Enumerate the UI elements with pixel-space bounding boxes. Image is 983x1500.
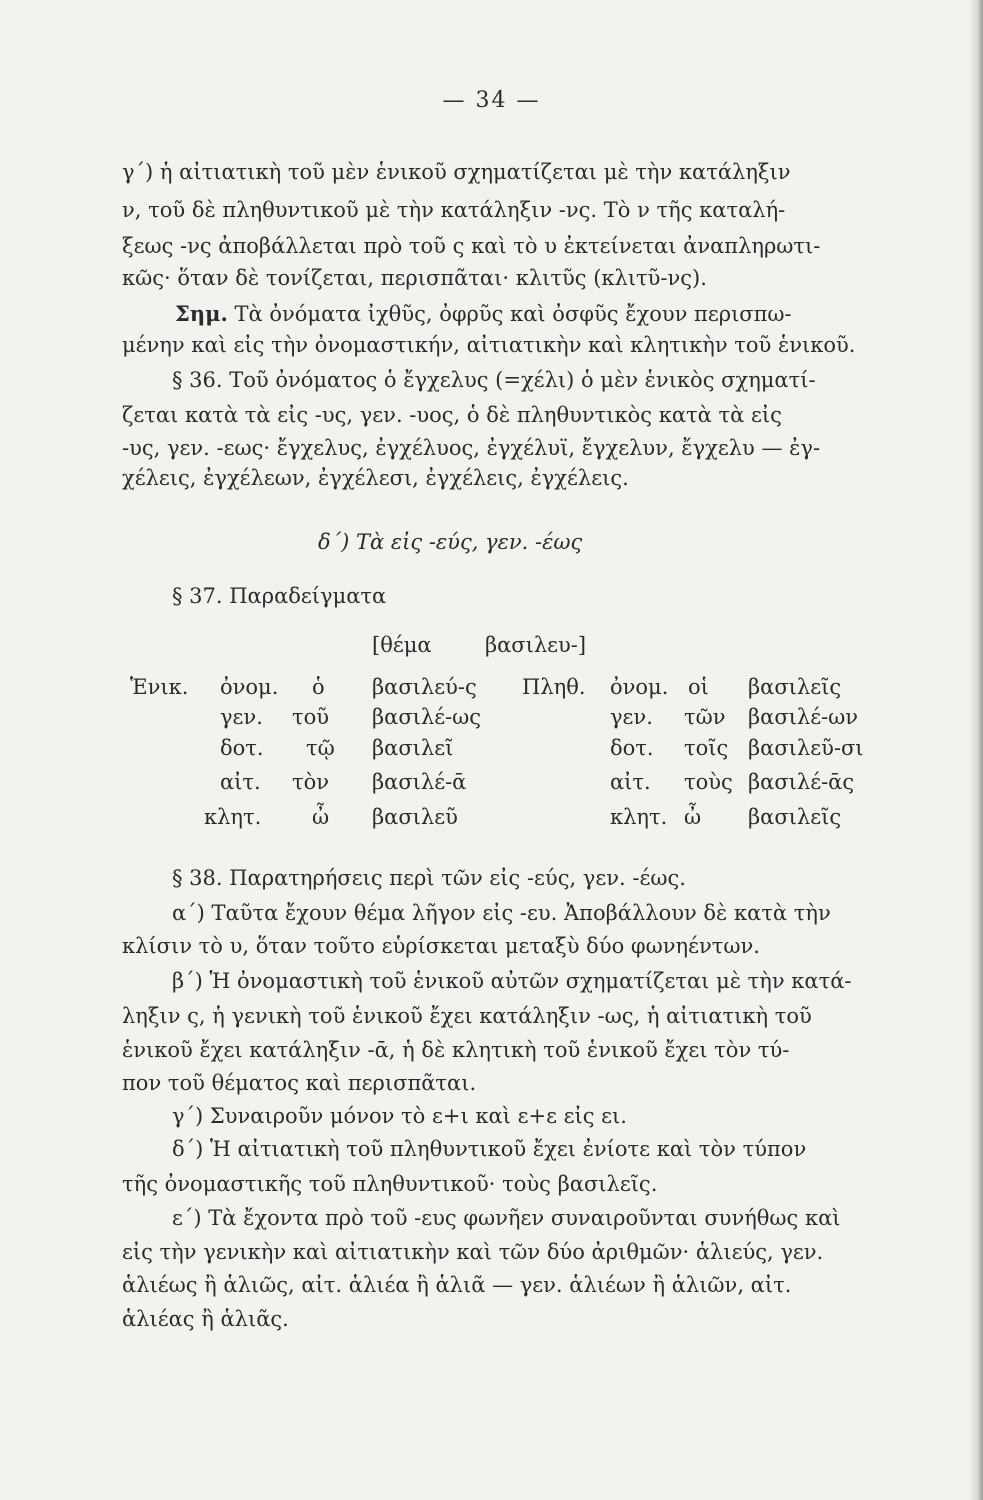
text-line: ἑνικοῦ ἔχει κατάληξιν -ᾱ, ἡ δὲ κλητικὴ τοῦ ἑνικοῦ ἔχει τὸν τύ-: [122, 1038, 790, 1062]
word-form: βασιλεύ-ς: [372, 675, 477, 699]
case-label: αἰτ.: [610, 770, 651, 794]
text-line: ληξιν ς, ἡ γενικὴ τοῦ ἑνικοῦ ἔχει κατάληξιν -ως, ἡ αἰτιατικὴ τοῦ: [122, 1004, 812, 1028]
text-line: ζεται κατὰ τὰ εἰς -υς, γεν. -υος, ὁ δὲ πληθυντικὸς κατὰ τὰ εἰς: [122, 403, 782, 427]
plural-label: Πληθ.: [522, 675, 586, 699]
text-line: πον τοῦ θέματος καὶ περισπᾶται.: [122, 1071, 477, 1095]
case-label: ὀνομ.: [610, 675, 669, 699]
note-paragraph: [175, 303, 792, 325]
case-label: κλητ.: [204, 805, 262, 829]
text-line: ἁλιέως ἢ ἁλιῶς, αἰτ. ἁλιέα ἢ ἁλιᾶ — γεν. ἁλιέων ἢ ἁλιῶν, αἰτ.: [122, 1273, 792, 1297]
word-form: βασιλέ-ᾱ: [372, 770, 467, 794]
note-label: Σημ.: [175, 301, 228, 326]
article: τὸν: [292, 770, 330, 794]
case-label: κλητ.: [610, 805, 668, 829]
word-form: βασιλεῖ: [372, 736, 454, 760]
text-line: ν, τοῦ δὲ πληθυντικοῦ μὲ τὴν κατάληξιν -νς. Τὸ ν τῆς καταλή-: [122, 198, 786, 222]
text-line: α΄) Ταῦτα ἔχουν θέμα λῆγον εἰς -ευ. Ἀποβάλλουν δὲ κατὰ τὴν: [172, 901, 831, 925]
text-line: τῆς ὀνομαστικῆς τοῦ πληθυντικοῦ· τοὺς βασιλεῖς.: [122, 1172, 658, 1196]
word-form: βασιλέ-ως: [372, 705, 482, 729]
article: τοῦ: [292, 705, 330, 729]
text-line: ε΄) Τὰ ἔχοντα πρὸ τοῦ -ευς φωνῆεν συναιροῦνται συνήθως καὶ: [172, 1206, 841, 1230]
theme-note: [θέμα βασιλευ-]: [372, 633, 587, 657]
article: ὁ: [312, 675, 325, 699]
note-text: Τὰ ὀνόματα ἰχθῦς, ὀφρῦς καὶ ὀσφῦς ἔχουν περισπω-: [234, 302, 792, 326]
text-line: χέλεις, ἐγχέλεων, ἐγχέλεσι, ἐγχέλεις, ἐγχέλεις.: [122, 466, 629, 490]
word-form: βασιλεῖς: [748, 805, 842, 829]
text-line: ξεως -νς ἀποβάλλεται πρὸ τοῦ ς καὶ τὸ υ ἐκτείνεται ἀναπληρωτι-: [122, 234, 821, 258]
paragraph-heading: § 38. Παρατηρήσεις περὶ τῶν εἰς -εύς, γεν. -έως.: [172, 866, 686, 890]
article: ὦ: [312, 805, 330, 829]
text-line: § 36. Τοῦ ὀνόματος ὁ ἔγχελυς (=χέλι) ὁ μὲν ἑνικὸς σχηματί-: [172, 368, 816, 392]
word-form: βασιλεῦ: [372, 805, 458, 829]
text-line: γ΄) ἡ αἰτιατικὴ τοῦ μὲν ἑνικοῦ σχηματίζεται μὲ τὴν κατάληξιν: [122, 160, 791, 184]
page-edge: [969, 0, 983, 1500]
word-form: βασιλέ-ων: [748, 705, 859, 729]
case-label: ὀνομ.: [220, 675, 279, 699]
case-label: αἰτ.: [220, 770, 261, 794]
article: τῶν: [684, 705, 726, 729]
article: τῷ: [306, 736, 335, 760]
case-label: γεν.: [220, 705, 263, 729]
word-form: βασιλεῦ-σι: [748, 736, 864, 760]
case-label: δοτ.: [610, 736, 654, 760]
word-form: βασιλεῖς: [748, 675, 842, 699]
text-line: γ΄) Συναιροῦν μόνον τὸ ε+ι καὶ ε+ε εἰς ει.: [172, 1104, 627, 1128]
section-title: δ΄) Τὰ εἰς -εύς, γεν. -έως: [318, 530, 583, 554]
article: τοὺς: [684, 770, 733, 794]
article: οἱ: [688, 675, 709, 699]
text-line: -υς, γεν. -εως· ἔγχελυς, ἐγχέλυος, ἐγχέλυϊ, ἔγχελυν, ἔγχελυ — ἐγ-: [122, 436, 821, 460]
case-label: δοτ.: [220, 736, 264, 760]
text-line: εἰς τὴν γενικὴν καὶ αἰτιατικὴν καὶ τῶν δύο ἀριθμῶν· ἁλιεύς, γεν.: [122, 1240, 824, 1264]
article: τοῖς: [684, 736, 729, 760]
singular-label: Ἑνικ.: [130, 675, 189, 699]
text-line: κλίσιν τὸ υ, ὅταν τοῦτο εὑρίσκεται μεταξὺ δύο φωνηέντων.: [122, 934, 760, 958]
text-line: μένην καὶ εἰς τὴν ὀνομαστικήν, αἰτιατικὴν καὶ κλητικὴν τοῦ ἑνικοῦ.: [122, 333, 856, 357]
text-line: κῶς· ὅταν δὲ τονίζεται, περισπᾶται· κλιτῦς (κλιτῦ-νς).: [122, 266, 707, 290]
paragraph-heading: § 37. Παραδείγματα: [172, 584, 387, 608]
word-form: βασιλέ-ᾱς: [748, 770, 855, 794]
text-line: β΄) Ἡ ὀνομαστικὴ τοῦ ἑνικοῦ αὐτῶν σχηματίζεται μὲ τὴν κατά-: [172, 969, 852, 993]
text-line: ἁλιέας ἢ ἁλιᾶς.: [122, 1307, 289, 1331]
article: ὦ: [684, 805, 702, 829]
case-label: γεν.: [610, 705, 653, 729]
page-number: — 34 —: [442, 88, 541, 113]
text-line: δ΄) Ἡ αἰτιατικὴ τοῦ πληθυντικοῦ ἔχει ἐνίοτε καὶ τὸν τύπον: [172, 1137, 807, 1161]
